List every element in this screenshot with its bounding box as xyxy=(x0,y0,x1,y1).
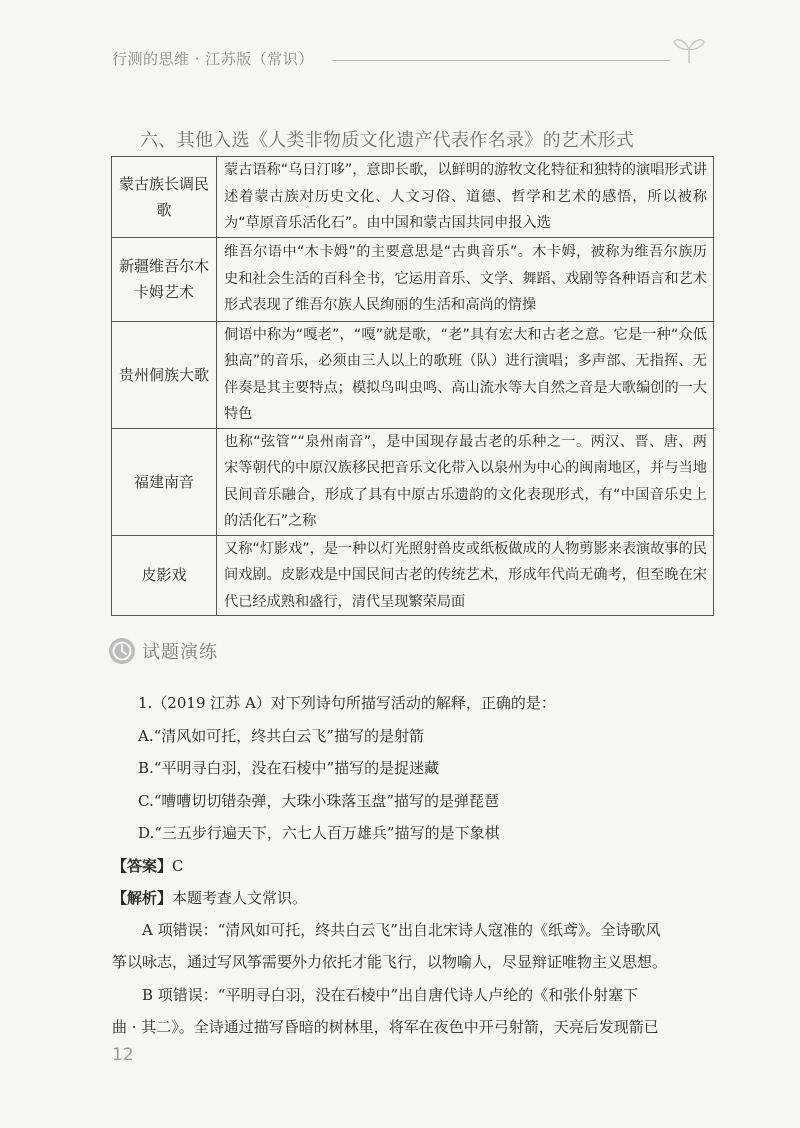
option-d: D.“三五步行遍天下，六七人百万雄兵”描写的是下象棋 xyxy=(138,824,500,842)
art-form-description: 也称“弦管”“泉州南音”，是中国现存最古老的乐种之一。两汉、晋、唐、两宋等朝代的中原汉族移民把音乐文化带入以泉州为中心的闽南地区，并与当地民间音乐融合，形成了具有中原古乐遗韵的文化表现形式，有“中国音乐史上的活化石”之称 xyxy=(217,428,714,535)
explanation-a-line: A 项错误：“清风如可托，终共白云飞”出自北宋诗人寇准的《纸鸢》。全诗歌风 xyxy=(142,921,661,939)
table-row xyxy=(112,237,714,321)
art-form-name: 蒙古族长调民歌 xyxy=(112,157,217,238)
option-a: A.“清风如可托，终共白云飞”描写的是射箭 xyxy=(138,727,424,745)
option-c: C.“嘈嘈切切错杂弹，大珠小珠落玉盘”描写的是弹琵琶 xyxy=(138,792,500,810)
analysis-line xyxy=(112,888,718,908)
practice-heading-label: 试题演练 xyxy=(142,642,218,663)
clock-icon xyxy=(108,637,136,665)
sprout-icon xyxy=(672,34,706,64)
page-number: 12 xyxy=(112,1045,134,1065)
explanation-b-line: B 项错误：“平明寻白羽，没在石棱中”出自唐代诗人卢纶的《和张仆射塞下 xyxy=(142,986,639,1004)
art-form-name: 皮影戏 xyxy=(112,535,217,616)
art-form-description: 又称“灯影戏”，是一种以灯光照射兽皮或纸板做成的人物剪影来表演故事的民间戏剧。皮影戏是中国民间古老的传统艺术，形成年代尚无确考，但至晚在宋代已经成熟和盛行，清代呈现繁荣局面 xyxy=(217,535,714,616)
table-row xyxy=(112,535,714,616)
answer-line xyxy=(112,856,718,876)
art-form-description: 维吾尔语中“木卡姆”的主要意思是“古典音乐”。木卡姆，被称为维吾尔族历史和社会生活的百科全书，它运用音乐、文学、舞蹈、戏剧等各种语言和艺术形式表现了维吾尔族人民绚丽的生活和高尚的情操 xyxy=(217,237,714,321)
answer-value: C xyxy=(172,857,184,875)
art-form-description: 蒙古语称“乌日汀哆”，意即长歌，以鲜明的游牧文化特征和独特的演唱形式讲述着蒙古族对历史文化、人文习俗、道德、哲学和艺术的感悟，所以被称为“草原音乐活化石”。由中国和蒙古国共同申报入选 xyxy=(217,157,714,238)
analysis-tag: 【解析】 xyxy=(112,889,173,907)
explanation-b-line: 曲 · 其二》。全诗通过描写昏暗的树林里，将军在夜色中开弓射箭，天亮后发现箭已 xyxy=(112,1018,659,1036)
art-form-name: 福建南音 xyxy=(112,428,217,535)
header-rule xyxy=(332,60,670,61)
table-row xyxy=(112,157,714,238)
art-form-name: 贵州侗族大歌 xyxy=(112,321,217,428)
analysis-text: 本题考查人文常识。 xyxy=(172,889,308,907)
table-row xyxy=(112,428,714,535)
question-stem: 1.（2019 江苏 A）对下列诗句所描写活动的解释，正确的是： xyxy=(138,694,556,712)
practice-heading xyxy=(108,636,218,666)
table-row xyxy=(112,321,714,428)
art-form-description: 侗语中称为“嘎老”，“嘎”就是歌，“老”具有宏大和古老之意。它是一种“众低独高”的音乐，必须由三人以上的歌班（队）进行演唱；多声部、无指挥、无伴奏是其主要特点；模拟鸟叫虫鸣、高山流水等大自然之音是大歌编创的一大特色 xyxy=(217,321,714,428)
art-forms-table xyxy=(111,156,714,616)
section-title: 六、其他入选《人类非物质文化遗产代表作名录》的艺术形式 xyxy=(140,130,635,151)
option-b: B.“平明寻白羽，没在石棱中”描写的是捉迷藏 xyxy=(138,759,440,777)
explanation-a-line: 筝以咏志，通过写风筝需要外力依托才能飞行，以物喻人，尽显辩证唯物主义思想。 xyxy=(112,953,668,971)
running-header: 行测的思维 · 江苏版（常识） xyxy=(112,50,314,68)
art-form-name: 新疆维吾尔木卡姆艺术 xyxy=(112,237,217,321)
answer-tag: 【答案】 xyxy=(112,857,173,875)
